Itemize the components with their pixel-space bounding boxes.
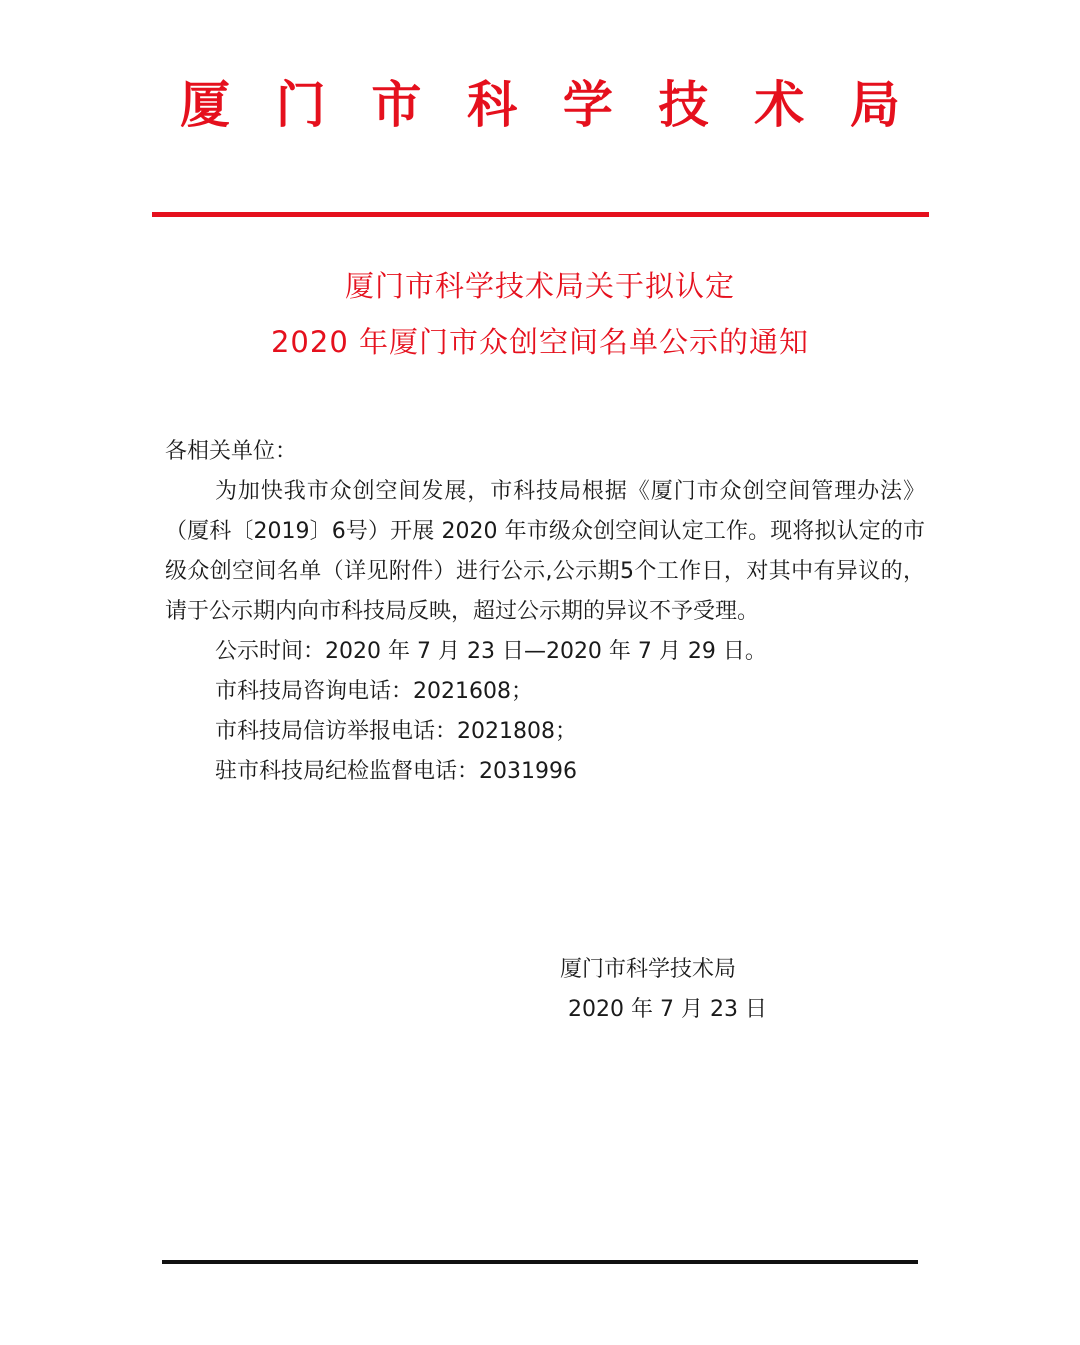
masthead-char: 局 [849, 76, 900, 134]
footer-divider [162, 1260, 918, 1264]
masthead-divider [152, 212, 929, 217]
salutation: 各相关单位： [165, 439, 298, 464]
notice-title-line-2: 2020 年厦门市众创空间名单公示的通知 [270, 325, 810, 359]
masthead-char: 技 [658, 76, 709, 134]
signature-org: 厦门市科学技术局 [560, 957, 737, 982]
masthead-char: 市 [371, 76, 422, 134]
publicity-period: 公示时间：2020 年 7 月 23 日—2020 年 7 月 29 日。 [215, 639, 767, 664]
masthead-char: 学 [562, 76, 613, 134]
consult-phone: 市科技局咨询电话：2021608； [215, 679, 533, 704]
supervision-phone: 驻市科技局纪检监督电话：2031996 [215, 759, 577, 784]
main-paragraph: 为加快我市众创空间发展，市科技局根据《厦门市众创空间管理办法》（厦科〔2019〕6号）开展 2020 年市级众创空间认定工作。现将拟认定的市级众创空间名单（详见附件）进行公示,公示期5个工作日，对其中有异议的，请于公示期内向市科技局反映，超过公示期的异议不予受理。 [165, 479, 925, 624]
masthead-char: 门 [275, 76, 326, 134]
notice-body [165, 432, 925, 792]
signature-date: 2020 年 7 月 23 日 [568, 997, 767, 1022]
signature-block [560, 950, 780, 1030]
masthead-char: 厦 [180, 76, 230, 134]
notice-title-line-1: 厦门市科学技术局关于拟认定 [344, 269, 735, 303]
petition-phone: 市科技局信访举报电话：2021808； [215, 719, 577, 744]
masthead-char: 术 [754, 76, 805, 134]
masthead-char: 科 [467, 76, 518, 134]
masthead [150, 70, 930, 140]
